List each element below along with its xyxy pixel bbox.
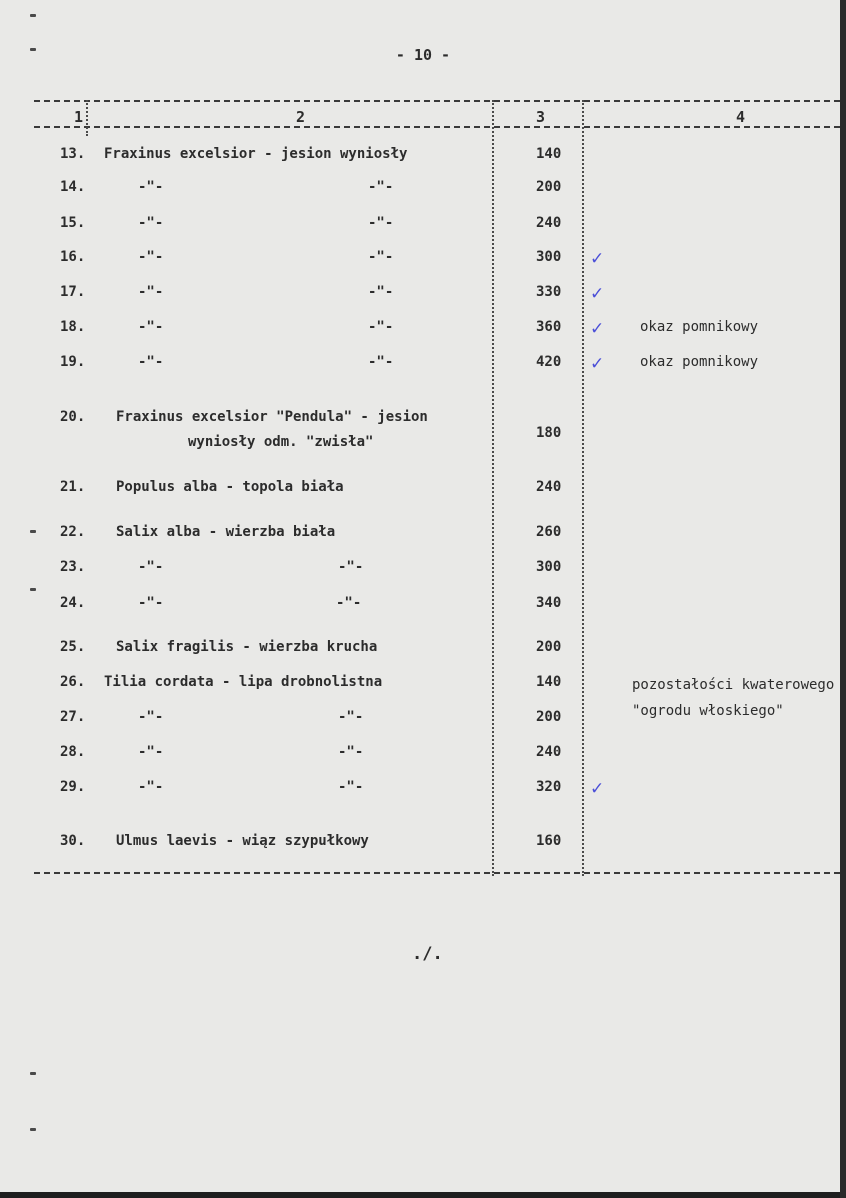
column-header-3: 3 bbox=[536, 108, 546, 126]
ditto-mark: -"- bbox=[138, 559, 164, 575]
table-bottom-rule bbox=[34, 872, 840, 874]
check-mark-icon: ✓ bbox=[590, 284, 605, 304]
species-name: Ulmus laevis - wiąz szypułkowy bbox=[116, 833, 369, 849]
check-mark-icon: ✓ bbox=[590, 354, 605, 374]
size-value: 300 bbox=[536, 249, 562, 265]
row-number: 27. bbox=[60, 709, 86, 725]
punch-mark bbox=[30, 1072, 36, 1075]
row-number: 23. bbox=[60, 559, 86, 575]
row-number: 19. bbox=[60, 354, 86, 370]
ditto-mark: -"- bbox=[338, 779, 364, 795]
table-top-rule bbox=[34, 100, 840, 102]
column-header-4: 4 bbox=[736, 108, 746, 126]
row-number: 15. bbox=[60, 215, 86, 231]
column-divider-1 bbox=[86, 100, 88, 136]
size-value: 240 bbox=[536, 479, 562, 495]
species-name: Salix alba - wierzba biała bbox=[116, 524, 336, 540]
ditto-mark: -"- bbox=[368, 179, 394, 195]
remark-text: okaz pomnikowy bbox=[640, 354, 759, 370]
row-number: 22. bbox=[60, 524, 86, 540]
size-value: 330 bbox=[536, 284, 562, 300]
species-name-line2: wyniosły odm. "zwisła" bbox=[188, 434, 374, 450]
species-name: Populus alba - topola biała bbox=[116, 479, 344, 495]
ditto-mark: -"- bbox=[138, 284, 164, 300]
punch-mark bbox=[30, 588, 36, 591]
species-name: Fraxinus excelsior - jesion wyniosły bbox=[104, 146, 408, 162]
row-number: 16. bbox=[60, 249, 86, 265]
ditto-mark: -"- bbox=[368, 284, 394, 300]
ditto-mark: -"- bbox=[338, 709, 364, 725]
size-value: 340 bbox=[536, 595, 562, 611]
continuation-mark: ./. bbox=[412, 944, 443, 964]
size-value: 240 bbox=[536, 215, 562, 231]
ditto-mark: -"- bbox=[138, 354, 164, 370]
row-number: 21. bbox=[60, 479, 86, 495]
check-mark-icon: ✓ bbox=[590, 249, 605, 269]
size-value: 240 bbox=[536, 744, 562, 760]
size-value: 140 bbox=[536, 674, 562, 690]
check-mark-icon: ✓ bbox=[590, 319, 605, 339]
size-value: 360 bbox=[536, 319, 562, 335]
row-number: 13. bbox=[60, 146, 86, 162]
row-number: 28. bbox=[60, 744, 86, 760]
ditto-mark: -"- bbox=[138, 595, 164, 611]
size-value: 180 bbox=[536, 425, 562, 441]
group-remark: pozostałości kwaterowego "ogrodu włoskiego" bbox=[632, 677, 835, 719]
row-number: 26. bbox=[60, 674, 86, 690]
row-number: 18. bbox=[60, 319, 86, 335]
ditto-mark: -"- bbox=[336, 595, 362, 611]
size-value: 260 bbox=[536, 524, 562, 540]
ditto-mark: -"- bbox=[368, 215, 394, 231]
ditto-mark: -"- bbox=[138, 319, 164, 335]
size-value: 200 bbox=[536, 179, 562, 195]
table-header-rule bbox=[34, 126, 840, 128]
row-number: 30. bbox=[60, 833, 86, 849]
ditto-mark: -"- bbox=[138, 744, 164, 760]
ditto-mark: -"- bbox=[138, 179, 164, 195]
size-value: 140 bbox=[536, 146, 562, 162]
column-divider-2 bbox=[492, 100, 494, 876]
ditto-mark: -"- bbox=[138, 709, 164, 725]
scan-edge-bottom bbox=[0, 1192, 846, 1198]
row-number: 24. bbox=[60, 595, 86, 611]
ditto-mark: -"- bbox=[138, 779, 164, 795]
size-value: 300 bbox=[536, 559, 562, 575]
size-value: 200 bbox=[536, 709, 562, 725]
ditto-mark: -"- bbox=[338, 744, 364, 760]
column-header-1: 1 bbox=[74, 108, 84, 126]
row-number: 17. bbox=[60, 284, 86, 300]
column-header-2: 2 bbox=[296, 108, 306, 126]
ditto-mark: -"- bbox=[338, 559, 364, 575]
size-value: 420 bbox=[536, 354, 562, 370]
check-mark-icon: ✓ bbox=[590, 779, 605, 799]
ditto-mark: -"- bbox=[368, 319, 394, 335]
scan-edge-right bbox=[840, 0, 846, 1198]
size-value: 320 bbox=[536, 779, 562, 795]
row-number: 14. bbox=[60, 179, 86, 195]
species-name: Salix fragilis - wierzba krucha bbox=[116, 639, 378, 655]
ditto-mark: -"- bbox=[138, 215, 164, 231]
row-number: 29. bbox=[60, 779, 86, 795]
ditto-mark: -"- bbox=[138, 249, 164, 265]
species-name: Fraxinus excelsior "Pendula" - jesion bbox=[116, 409, 428, 425]
size-value: 200 bbox=[536, 639, 562, 655]
column-divider-3 bbox=[582, 100, 584, 876]
punch-mark bbox=[30, 14, 36, 17]
punch-mark bbox=[30, 530, 36, 533]
row-number: 20. bbox=[60, 409, 86, 425]
size-value: 160 bbox=[536, 833, 562, 849]
remark-text: okaz pomnikowy bbox=[640, 319, 759, 335]
page-number: - 10 - bbox=[395, 46, 451, 64]
punch-mark bbox=[30, 1128, 36, 1131]
ditto-mark: -"- bbox=[368, 249, 394, 265]
species-name: Tilia cordata - lipa drobnolistna bbox=[104, 674, 383, 690]
ditto-mark: -"- bbox=[368, 354, 394, 370]
row-number: 25. bbox=[60, 639, 86, 655]
